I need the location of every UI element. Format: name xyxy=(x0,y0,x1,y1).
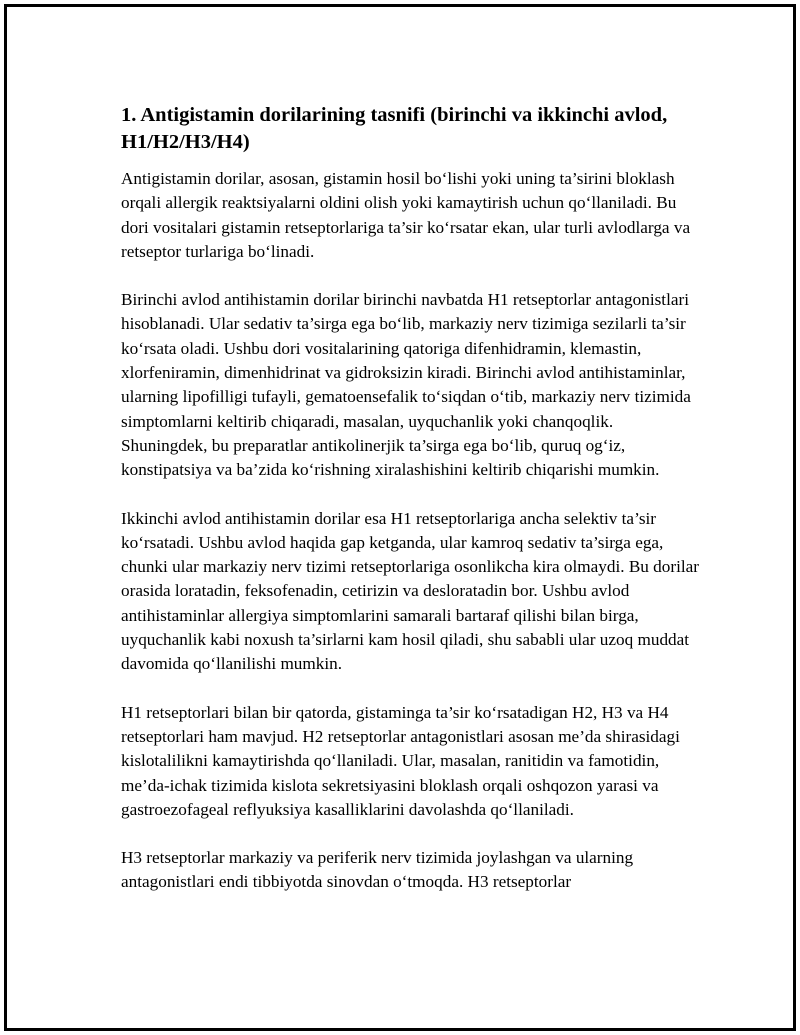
paragraph-first-generation: Birinchi avlod antihistamin dorilar birinchi navbatda H1 retseptorlar antagonistlari hisoblanadi. Ular sedativ ta’sirga ega bo‘lib, markaziy nerv tizimiga sezilarli ta’sir ko‘rsata oladi. Ushbu dori vositalarining qatoriga difenhidramin, klemastin, xlorfeniramin, dimenhidrinat va gidroksizin kiradi. Birinchi avlod antihistaminlar, ularning lipofilligi tufayli, gematoensefalik to‘siqdan o‘tib, markaziy nerv tizimida simptomlarni keltirib chiqaradi, masalan, uyquchanlik yoki chanqoqlik. Shuningdek, bu preparatlar antikolinerjik ta’sirga ega bo‘lib, quruq og‘iz, konstipatsiya va ba’zida ko‘rishning xiralashishini keltirib chiqarishi mumkin. xyxy=(121,290,691,480)
paragraph-intro: Antigistamin dorilar, asosan, gistamin hosil bo‘lishi yoki uning ta’sirini bloklash orqali allergik reaktsiyalarni oldini olish yoki kamaytirish uchun qo‘llaniladi. Bu dori vositalari gistamin retseptorlariga ta’sir ko‘rsatar ekan, ular turli avlodlarga va retseptor turlariga bo‘linadi. xyxy=(121,169,691,261)
paragraph-second-generation: Ikkinchi avlod antihistamin dorilar esa H1 retseptorlariga ancha selektiv ta’sir ko‘rsatadi. Ushbu avlod haqida gap ketganda, ular kamroq sedativ ta’sirga ega, chunki ular markaziy nerv tizimi retseptorlariga osonlikcha kira olmaydi. Bu dorilar orasida loratadin, feksofenadin, cetirizin va desloratadin bor. Ushbu avlod antihistaminlar allergiya simptomlarini samarali bartaraf qilishi bilan birga, uyquchanlik kabi noxush ta’sirlarni kam hosil qiladi, shu sababli ular uzoq muddat davomida qo‘llanilishi mumkin. xyxy=(121,508,699,674)
paragraph-h2-h3-h4: H1 retseptorlari bilan bir qatorda, gistaminga ta’sir ko‘rsatadigan H2, H3 va H4 retseptorlari ham mavjud. H2 retseptorlar antagonistlari asosan me’da shirasidagi kislotalilikni kamaytirishda qo‘llaniladi. Ular, masalan, ranitidin va famotidin, me’da-ichak tizimida kislota sekretsiyasini bloklash orqali oshqozon yarasi va gastroezofageal reflyuksiya kasalliklarini davolashda qo‘llaniladi. xyxy=(121,702,680,819)
paragraph-h3: H3 retseptorlar markaziy va periferik nerv tizimida joylashgan va ularning antagonistlari endi tibbiyotda sinovdan o‘tmoqda. H3 retseptorlar xyxy=(121,848,634,892)
page-frame xyxy=(4,4,796,1031)
section-heading: 1. Antigistamin dorilarining tasnifi (birinchi va ikkinchi avlod, H1/H2/H3/H4) xyxy=(121,104,668,153)
document-body xyxy=(121,102,701,919)
